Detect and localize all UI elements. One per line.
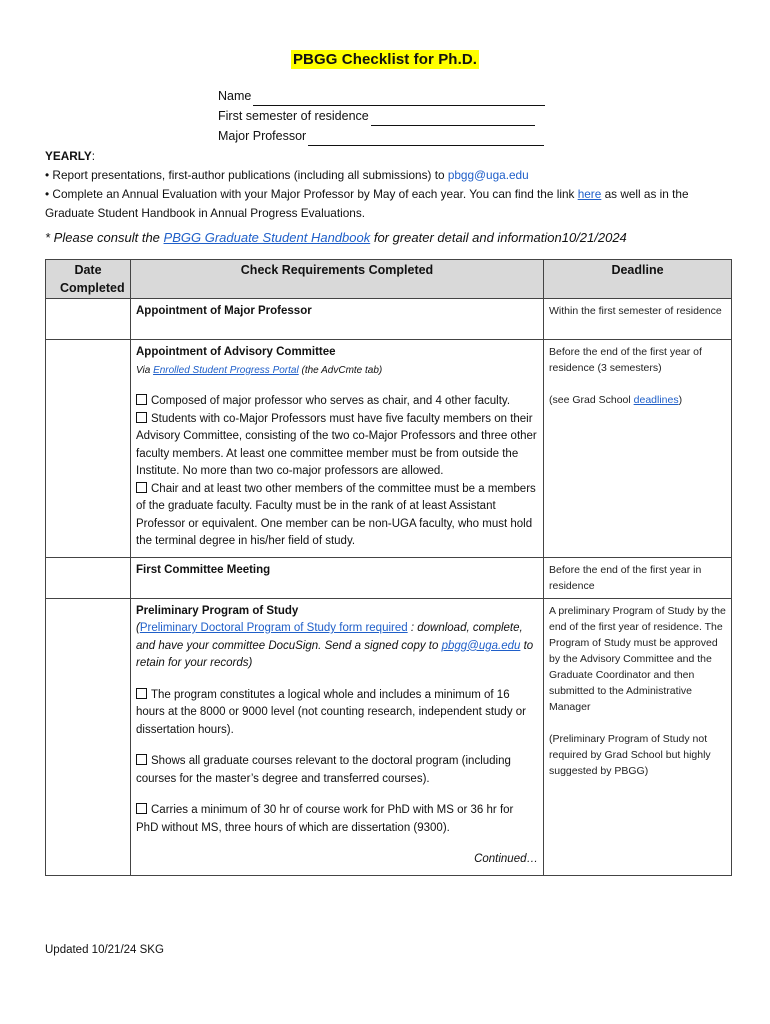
date-cell[interactable]	[46, 299, 131, 340]
requirement-cell	[131, 598, 544, 875]
deadline-cell	[544, 598, 732, 875]
first-meeting-title: First Committee Meeting	[136, 563, 271, 576]
continued-note: Continued…	[474, 853, 538, 865]
requirement-cell	[131, 299, 544, 340]
table-row	[46, 598, 732, 875]
checkbox[interactable]	[136, 803, 147, 814]
yearly-heading-line	[45, 147, 735, 166]
bullet-icon: •	[45, 187, 50, 201]
table-row	[46, 340, 732, 558]
name-field[interactable]	[253, 91, 545, 106]
checkbox[interactable]	[136, 412, 147, 423]
evaluation-text-a: Complete an Annual Evaluation with your Major Professor by May of each year. You can find the link	[52, 187, 575, 201]
yearly-section	[45, 147, 735, 223]
major-professor-title: Appointment of Major Professor	[136, 305, 312, 317]
checkbox[interactable]	[136, 688, 147, 699]
checkbox[interactable]	[136, 394, 147, 405]
report-email-link[interactable]: pbgg@uga.edu	[447, 168, 529, 182]
major-professor-deadline: Within the first semester of residence	[549, 305, 722, 317]
checklist-item: The program constitutes a logical whole and includes a minimum of 16 hours at the 8000 or 9000 level (not counting research, independent study or dissertation hours).	[136, 688, 526, 736]
table-row	[46, 557, 732, 598]
professor-field[interactable]	[308, 131, 544, 146]
name-row	[218, 86, 545, 106]
program-form-note: (Preliminary Doctoral Program of Study form required : download, complete, and have your committee DocuSign. Send a signed copy to pbgg@uga.edu to retain for your records)	[136, 622, 534, 669]
checklist-item: Carries a minimum of 30 hr of course work for PhD with MS or 36 hr for PhD without MS, three hours of which are dissertation (9300).	[136, 804, 514, 834]
program-deadline: A preliminary Program of Study by the end of the first year of residence. The Program of Study must be approved by the Advisory Committee and the Graduate Coordinator and then submitted to the Administrative Manager	[549, 604, 726, 713]
evaluation-text-b: as well as in the Graduate Student Handbook in Annual Progress Evaluations.	[45, 187, 689, 220]
program-deadline-note: (Preliminary Program of Study not required by Grad School but highly suggested by PBGG)	[549, 732, 711, 777]
checklist-table	[45, 259, 732, 876]
handbook-note-prefix: * Please consult the	[45, 230, 160, 245]
checklist-item: Shows all graduate courses relevant to the doctoral program (including courses for the master’s degree and transferred courses).	[136, 755, 511, 785]
deadline-header: Deadline	[544, 260, 732, 299]
yearly-item-evaluation	[45, 185, 735, 223]
checkbox[interactable]	[136, 482, 147, 493]
grad-school-note: (see Grad School deadlines)	[549, 394, 683, 406]
requirement-cell	[131, 340, 544, 558]
student-info-fields	[218, 86, 545, 146]
semester-field[interactable]	[371, 111, 535, 126]
yearly-item-report	[45, 166, 735, 185]
semester-label: First semester of residence	[218, 109, 369, 123]
semester-row	[218, 106, 545, 126]
portal-note: Via Enrolled Student Progress Portal (the AdvCmte tab)	[136, 364, 383, 376]
checklist-item: Composed of major professor who serves as chair, and 4 other faculty.	[136, 393, 538, 411]
checklist-item: Students with co-Major Professors must have five faculty members on their Advisory Committee, consisting of the two co-Major Professors and three other faculty members. At least one committee member must be from outside the Institute. No more than two co-major professors are allowed.	[136, 412, 537, 477]
program-form-link[interactable]: Preliminary Doctoral Program of Study form required	[139, 622, 408, 634]
evaluation-here-link[interactable]: here	[577, 187, 602, 201]
page-title: PBGG Checklist for Ph.D.	[292, 51, 478, 68]
program-of-study-title: Preliminary Program of Study	[136, 604, 299, 617]
date-cell[interactable]	[46, 598, 131, 875]
handbook-link[interactable]: PBGG Graduate Student Handbook	[163, 230, 371, 245]
bullet-icon: •	[45, 168, 50, 182]
deadlines-link[interactable]: deadlines	[633, 394, 679, 406]
table-row	[46, 299, 732, 340]
deadline-cell	[544, 299, 732, 340]
advisory-committee-title: Appointment of Advisory Committee	[136, 346, 336, 358]
footer-updated: Updated 10/21/24 SKG	[45, 944, 164, 956]
professor-label: Major Professor	[218, 129, 307, 143]
deadline-cell	[544, 557, 732, 598]
deadline-cell	[544, 340, 732, 558]
yearly-colon: :	[91, 149, 96, 163]
professor-row	[218, 126, 545, 146]
name-label: Name	[218, 89, 252, 103]
date-header: Date Completed	[46, 260, 131, 299]
table-header-row	[46, 260, 732, 299]
date-cell[interactable]	[46, 557, 131, 598]
requirements-header: Check Requirements Completed	[131, 260, 544, 299]
first-meeting-deadline: Before the end of the first year in residence	[549, 563, 702, 592]
yearly-heading: YEARLY	[45, 149, 92, 163]
checklist-item: Chair and at least two other members of the committee must be a members of the graduate faculty. Faculty must be in the rank of at least Assistant Professor or equivalent. One member can be non-UGA faculty, who must hold the terminal degree in his/her field of study.	[136, 482, 536, 547]
title-container	[0, 50, 770, 69]
handbook-note-suffix: for greater detail and information10/21/2024	[373, 230, 627, 245]
progress-portal-link[interactable]: Enrolled Student Progress Portal	[153, 364, 299, 376]
committee-deadline: Before the end of the first year of residence (3 semesters)	[549, 346, 702, 374]
requirement-cell	[131, 557, 544, 598]
date-cell[interactable]	[46, 340, 131, 558]
program-email-link[interactable]: pbgg@uga.edu	[441, 639, 521, 652]
handbook-note	[45, 230, 735, 245]
report-text: Report presentations, first-author publications (including all submissions) to	[52, 168, 445, 182]
checkbox[interactable]	[136, 754, 147, 765]
